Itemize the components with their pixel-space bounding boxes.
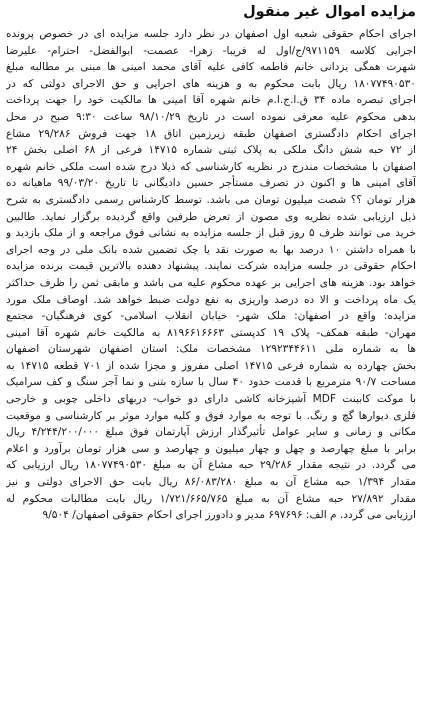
notice-line: با موکت کابینت MDF آشپزخانه کاشی دارای دو خواب- دربهای داخلی چوبی و خارجی [6, 393, 416, 406]
notice-line: ۱۸۰۷۷۴۹۰۵۳۰ ریال بابت محکوم به و هزینه های اجرایی و حق الاجرای دولتی که در [6, 77, 416, 90]
notice-line: مهران- طبقه همکف- پلاک ۱۹ کدپستی ۸۱۹۶۶۱۶۶۶۳ به مالکیت خانم شهره آقا امینی [6, 326, 416, 339]
notice-line: برابر با مبلغ چهارصد و چهل و چهار میلیون و چهارصد و سی هزار تومان برآورد و اعلام [6, 442, 416, 455]
notice-line: خرید می توانند ظرف ۵ روز قبل از جلسه مزایده به نشانی فوق مراجعه و از ملک بازدید و [6, 227, 416, 240]
notice-line: مزایده: واقع در اصفهان: ملک شهر- خیابان انقلاب اسلامی- کوی فرهنگیان- مجتمع [6, 310, 416, 323]
notice-line: ارزیابی می گردد. م الف: ۶۹۷۶۹۶ مدیر و دادورز اجرای احکام حقوقی اصفهان/ ۹/۵۰۴ [42, 509, 416, 522]
notice-line: ها به شماره ملی ۱۲۹۲۳۴۴۶۱۱ مشخصات ملک: استان اصفهان شهرستان اصفهان [6, 343, 416, 356]
notice-line: مقدار ۱/۳۹۴ حبه مشاع آن به مبلغ ۸۶/۰۸۳/۲۸۰ ریال بابت حق الاجرای دولتی و نیز [6, 476, 416, 489]
notice-line: اجرایی کلاسه ۹۷۱۱۵۹/ج/اول له فریبا- زهرا- عصمت- ابوالفضل- احترام- علیرضا [6, 44, 416, 57]
notice-line: بدهی محکوم علیه معرفی نموده است در تاریخ ۹۸/۱۰/۲۹ ساعت ۹:۳۰ صبح در محل [6, 110, 416, 123]
notice-line: یک ماه پرداخت و الا ده درصد واریزی به نفع دولت ضبط خواهد شد. اوصاف ملک مورد [6, 293, 416, 306]
notice-line: بخش چهارده به شماره فرعی ۱۴۷۱۵ اصلی مفروز و مجزا شده از ۷۰۱ قطعه ۱۴۷۱۵ به [6, 359, 416, 372]
notice-line: ذیل ارزیابی شده نظریه وی مصون از تعرض طرفین واقع گردیده برگزار نماید. طالبین [6, 210, 416, 223]
notice-line: مساحت ۹۰/۷ مترمربع با قدمت حدود ۴۰ سال با سازه بتنی و نما آجر سنگ و کف سرامیک [6, 376, 416, 389]
notice-line: خواهد بود. هزینه های اجرایی بر عهده محکوم علیه می باشد و مابقی ثمن را ظرف حداکثر [6, 276, 416, 289]
notice-line: شهرت همگی یزدانی خانم فاطمه کافی علیه آقای محمد امینی ها مبنی بر مطالبه مبلغ [6, 61, 416, 74]
notice-line: می گردد. در نتیجه مقدار ۲۹/۲۸۶ حبه مشاع آن به مبلغ ۱۸۰۷۷۴۹۰۵۳۰ ریال ارزیابی که [6, 459, 416, 472]
notice-line: با همراه داشتن ۱۰ درصد بها به صورت نقد یا چک تضمین شده بانک ملی در وجه اجرای [6, 243, 416, 256]
notice-line: هزار تومان ؟؟ شصت میلیون تومان می باشد. توسط کارشناس رسمی دادگستری به شرح [6, 193, 416, 206]
notice-line: اصفهان با مشخصات مندرج در نظریه کارشناسی که ذیلا درج شده است ملکی خانم شهره [6, 160, 416, 173]
notice-line: اجرای احکام دادگستری اصفهان طبقه زیرزمین اتاق ۱۸ جهت فروش ۲۹/۲۸۶ مشاع [6, 127, 416, 140]
notice-line: از ۷۲ حبه شش دانگ ملکی به پلاک ثبتی شماره ۱۴۷۱۵ فرعی از ۶۸ اصلی بخش ۲۴ [6, 144, 416, 157]
notice-line: آقای امینی ها و اکنون در تصرف مستأجر حسین دادیگانی تا تاریخ ۹۹/۰۳/۲۰ ماهیانه ده [6, 177, 416, 190]
notice-line: اجرای تبصره ماده ۳۴ ق.ا.ج.ا.م خانم شهره آقا امینی ها مالکیت خود را جهت پرداخت [6, 94, 416, 107]
notice-line: فلزی دیوارها گچ و رنگ. با توجه به موارد فوق و کلیه موارد موثر بر کارشناسی و موقعیت [6, 409, 416, 422]
notice-body [6, 26, 416, 524]
notice-line: اجرای احکام حقوقی شعبه اول اصفهان در نظر دارد جلسه مزایده ای در خصوص پرونده [6, 28, 416, 40]
notice-line: مکانی و زمانی و سایر عوامل تأثیرگذار ارزش آپارتمان فوق مبلغ ۴/۲۴۴/۲۰۰/۰۰۰ ریال [6, 426, 416, 439]
notice-title: مزایده اموال غیر منقول [243, 4, 416, 20]
notice-line: احکام حقوقی در جلسه مزایده شرکت نمایند. پیشنهاد دهنده بالاترین قیمت برنده مزایده [6, 260, 416, 273]
notice-line: مقدار ۲۷/۸۹۲ حبه مشاع آن به مبلغ ۱/۷۲۱/۶۶۵/۷۶۵ ریال بابت مطالبات محکوم له [6, 492, 416, 505]
